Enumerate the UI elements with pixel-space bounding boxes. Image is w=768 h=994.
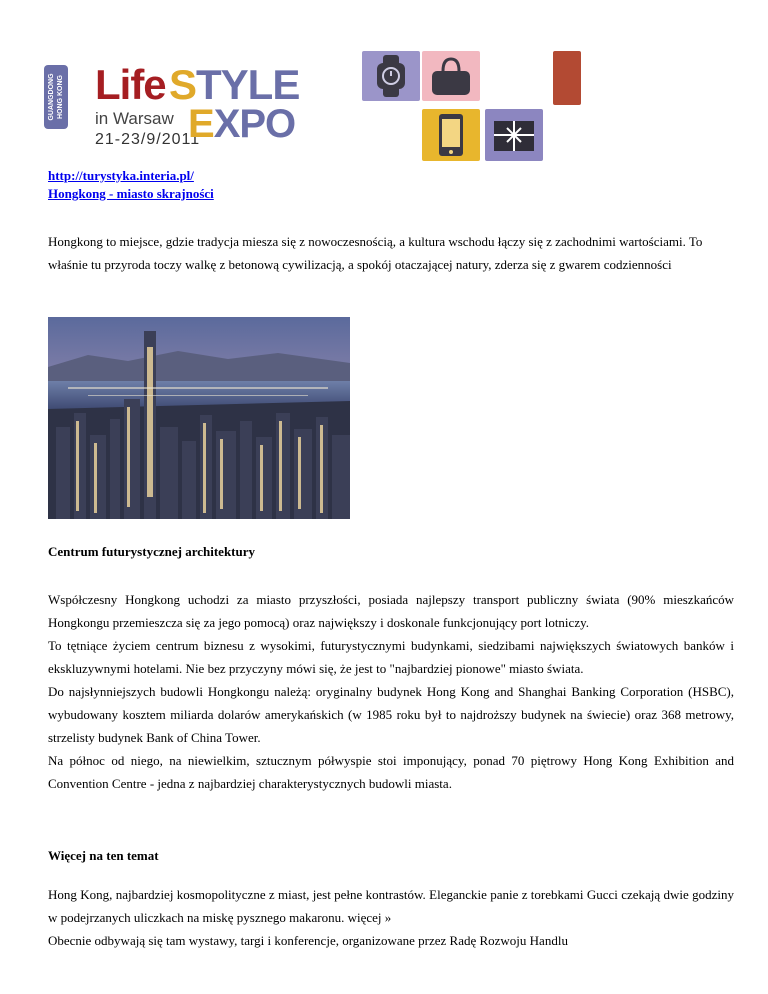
architecture-paragraph-3: Do najsłynniejszych budowli Hongkongu należą: oryginalny budynek Hong Kong and Shanghai Banking Corporation (HSBC), wybudowany kosztem miliarda dolarów amerykańskich (w 1985 roku był to najdroższy budynek na świecie) oraz 368 metrowy, strzelisty budynek Bank of China Tower. bbox=[48, 684, 734, 745]
section-heading-architecture: Centrum futurystycznej architektury bbox=[48, 544, 255, 559]
logo-expo bbox=[188, 102, 295, 147]
logo-style-rest: TYLE bbox=[196, 61, 300, 108]
more-paragraph-2: Obecnie odbywają się tam wystawy, targi i konferencje, organizowane przez Radę Rozwoju Handlu bbox=[48, 933, 568, 948]
architecture-paragraph-1: Współczesny Hongkong uchodzi za miasto przyszłości, posiada najlepszy transport publiczny świata (90% mieszkańców Hongkongu przemieszcza się za jego pomocą) oraz największy i doskonale funkcjonujący port lotniczy. bbox=[48, 592, 734, 630]
logo-in-warsaw: in Warsaw bbox=[95, 109, 174, 128]
decor-tile bbox=[553, 51, 581, 105]
architecture-paragraph-4: Na północ od niego, na niewielkim, sztucznym półwyspie stoi imponujący, ponad 70 piętrowy Hong Kong Exhibition and Convention Centre - jedna z najbardziej charakterystycznych budowli miasta. bbox=[48, 753, 734, 791]
logo-style-s: S bbox=[169, 61, 197, 108]
architecture-paragraph-2: To tętniące życiem centrum biznesu z wysokimi, futurystycznymi budynkami, siedzibami największych światowych banków i ekskluzywnymi hotelami. Nie bez przyczyny mówi się, że jest to "najbardziej pionowe" miasto świata. bbox=[48, 638, 734, 676]
badge-line-2: HONG KONG bbox=[57, 75, 64, 119]
source-url-link[interactable]: http://turystyka.interia.pl/ bbox=[48, 168, 194, 183]
region-badge bbox=[44, 65, 68, 129]
logo-dates: 21-23/9/2011 bbox=[95, 131, 201, 148]
watch-icon bbox=[362, 51, 420, 101]
expo-banner bbox=[44, 47, 604, 162]
gift-icon bbox=[485, 109, 543, 161]
badge-line-1: GUANGDONG bbox=[48, 73, 55, 121]
more-body bbox=[48, 883, 734, 952]
logo-expo-e: E bbox=[188, 102, 214, 146]
hong-kong-skyline-photo bbox=[48, 317, 350, 519]
intro-paragraph: Hongkong to miejsce, gdzie tradycja miesza się z nowoczesnością, a kultura wschodu łączy się z zachodnimi wartościami. To właśnie tu przyroda toczy walkę z betonową cywilizacją, a spokój otaczającej natury, zderza się z gwarem codzienności bbox=[48, 234, 703, 272]
article-title-link[interactable]: Hongkong - miasto skrajności bbox=[48, 186, 214, 201]
smartphone-icon bbox=[422, 109, 480, 161]
logo-expo-rest: XPO bbox=[213, 102, 296, 146]
more-paragraph-1: Hong Kong, najbardziej kosmopolityczne z miast, jest pełne kontrastów. Eleganckie panie z torebkami Gucci czekają dwie godziny w podejrzanych uliczkach na miskę pysznego makaronu. więcej » bbox=[48, 887, 734, 925]
architecture-body bbox=[48, 588, 734, 795]
logo-life: Life bbox=[95, 61, 166, 108]
section-heading-more: Więcej na ten temat bbox=[48, 848, 159, 863]
handbag-icon bbox=[422, 51, 480, 101]
